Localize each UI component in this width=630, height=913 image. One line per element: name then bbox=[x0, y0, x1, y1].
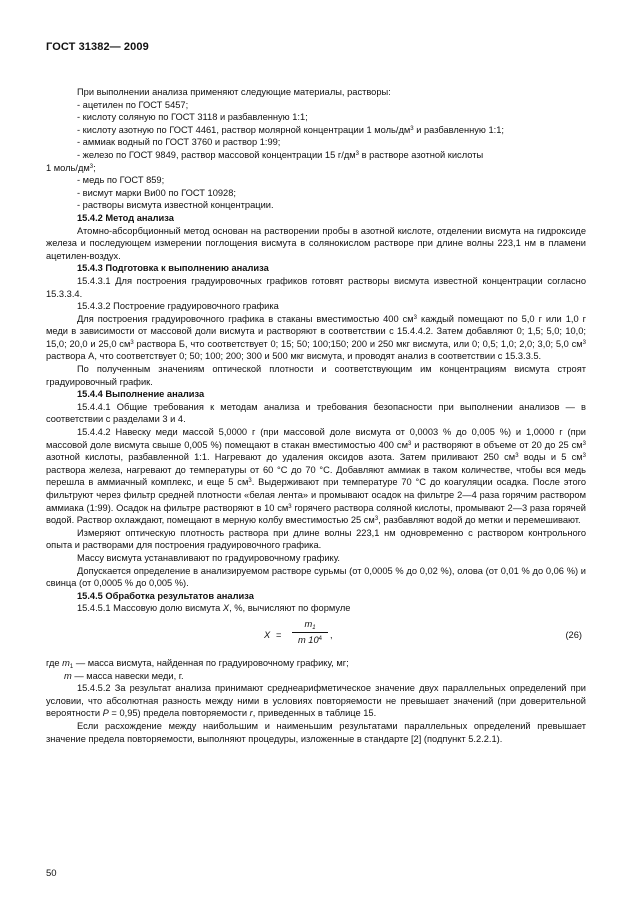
paragraph: 15.4.3.2 Построение градуировочного графика bbox=[77, 301, 279, 312]
fraction-bar bbox=[292, 632, 328, 633]
paragraph: Измеряют оптическую плотность раствора при длине волны 223,1 нм одновременно с раствором контрольного опыта и растворами для построения градуировочного графика. bbox=[46, 527, 586, 551]
section-heading: 15.4.4 Выполнение анализа bbox=[77, 389, 205, 400]
material-item: - растворы висмута известной концентрации. bbox=[77, 200, 274, 211]
paragraph: 15.4.5.2 За результат анализа принимают среднеарифметическое значение двух параллельных определений при условии, что абсолютная разность между ними в условиях повторяемости не превышает значений (при доверительной вероятности Р = 0,95) предела повторяемости r, приведенных в таблице 15. bbox=[46, 683, 586, 719]
paragraph: Для построения градуировочного графика в стаканы вместимостью 400 $см^3$ каждый помещают по 5,0 г или 1,0 г меди в зависимости от массовой доли висмута и растворяют в соответствии с 15.4.4.2. Затем добавляют 0; 1,5; 5,0; 10,0; 15,0; 20,0 и 25,0 $см^3$ раствора Б, что соответствует 0; 15; 50; 100;150; 200 и 250 мкг висмута, или 0; 0,5; 1,0; 2,0; 3,0; 5,0 $см^3$ раствора А, что соответствует 0; 50; 100; 200; 300 и 500 мкг висмута, и проводят анализ в соответствии с 15.3.3.5. bbox=[46, 313, 586, 362]
material-item-cont: 1 моль/$дм^3$; bbox=[46, 162, 96, 173]
paragraph: 15.4.3.1 Для построения градуировочных графиков готовят растворы висмута известной концентрации согласно 15.3.3.4. bbox=[46, 275, 586, 299]
document-header: ГОСТ 31382— 2009 bbox=[46, 41, 149, 53]
paragraph: Массу висмута устанавливают по градуировочному графику. bbox=[77, 552, 341, 563]
material-item: - ацетилен по ГОСТ 5457; bbox=[77, 99, 189, 110]
material-item: - аммиак водный по ГОСТ 3760 и раствор 1:99; bbox=[77, 137, 281, 148]
paragraph: Атомно-абсорбционный метод основан на растворении пробы в азотной кислоте, отделении висмута на гидроксиде железа и последующем измерении поглощения висмута в солянокислом растворе при длине волны 223,1 нм в пламени ацетилен-воздух. bbox=[46, 225, 586, 261]
section-heading: 15.4.2 Метод анализа bbox=[77, 212, 174, 223]
material-item: - висмут марки Ви00 по ГОСТ 10928; bbox=[77, 187, 236, 198]
paragraph: Если расхождение между наибольшим и наименьшим результатами параллельных определений превышает значение предела повторяемости, выполняют процедуры, изложенные в стандарте [2] (подпункт 5.2.2.1). bbox=[46, 720, 586, 744]
formula-number: (26) bbox=[565, 629, 582, 640]
material-item: - медь по ГОСТ 859; bbox=[77, 175, 165, 186]
formula-26 bbox=[46, 615, 586, 657]
formula-comma: , bbox=[330, 629, 333, 640]
formula-lhs: X bbox=[264, 629, 271, 640]
paragraph: 15.4.5.1 Массовую долю висмута X, %, вычисляют по формуле bbox=[77, 603, 351, 614]
formula-denominator: m $10^4$ bbox=[297, 634, 322, 645]
materials-intro: При выполнении анализа применяют следующие материалы, растворы: bbox=[77, 87, 391, 97]
formula-numerator: $m_1$ bbox=[304, 618, 316, 631]
paragraph: 15.4.4.1 Общие требования к методам анализа и требования безопасности при выполнении анализов — в соответствии с разделами 3 и 4. bbox=[46, 401, 586, 425]
material-item: - кислоту соляную по ГОСТ 3118 и разбавленную 1:1; bbox=[77, 112, 308, 123]
paragraph: По полученным значениям оптической плотности и соответствующим им концентрациям висмута строят градуировочный график. bbox=[46, 364, 586, 387]
material-item: - железо по ГОСТ 9849, раствор массовой концентрации 15 $г/дм^3$ в растворе азотной кислоты bbox=[77, 149, 484, 160]
page-number: 50 bbox=[46, 868, 57, 879]
variable-definition: где $m_1$ — масса висмута, найденная по градуировочному графику, мг; bbox=[46, 657, 349, 670]
section-heading: 15.4.5 Обработка результатов анализа bbox=[77, 590, 254, 601]
section-heading: 15.4.3 Подготовка к выполнению анализа bbox=[77, 263, 269, 274]
variable-definition: m — масса навески меди, г. bbox=[64, 670, 184, 681]
formula-equals: = bbox=[276, 629, 282, 640]
paragraph: Допускается определение в анализируемом растворе сурьмы (от 0,0005 % до 0,02 %), олова (от 0,01 % до 0,06 %) и свинца (от 0,0005 % до 0,005 %). bbox=[46, 565, 586, 589]
material-item: - кислоту азотную по ГОСТ 4461, раствор молярной концентрации 1 моль/$дм^3$ и разбавленную 1:1; bbox=[77, 124, 504, 135]
document-body bbox=[46, 86, 586, 745]
formula-fraction bbox=[292, 618, 328, 646]
paragraph: 15.4.4.2 Навеску меди массой 5,0000 г (при массовой доле висмута от 0,0003 % до 0,005 %) и 1,0000 г (при массовой доле висмута свыше 0,005 %) помещают в стакан вместимостью 400 $см^3$ и растворяют в объеме от 20 до 25 $см^3$ азотной кислоты, разбавленной 1:1. Нагревают до удаления оксидов азота. Затем приливают 250 $см^3$ воды и 5 $см^3$ раствора железа, нагревают до температуры от 60 °С до 70 °С. Добавляют аммиак в таком количестве, чтобы вся медь перешла в аммиачный комплекс, и еще 5 $см^3$. Выдерживают при температуре 70 °С до коагуляции осадка. После этого фильтруют через фильтр средней плотности «белая лента» и промывают осадок на фильтре 2—4 раза горячим раствором аммиака (1:99). Осадок на фильтре растворяют в 10 $см^3$ горячего раствора соляной кислоты, промывают 2—3 раза горячей водой. Раствор охлаждают, помещают в мерную колбу вместимостью 25 $см^3$, разбавляют водой до метки и перемешивают. bbox=[46, 427, 586, 526]
